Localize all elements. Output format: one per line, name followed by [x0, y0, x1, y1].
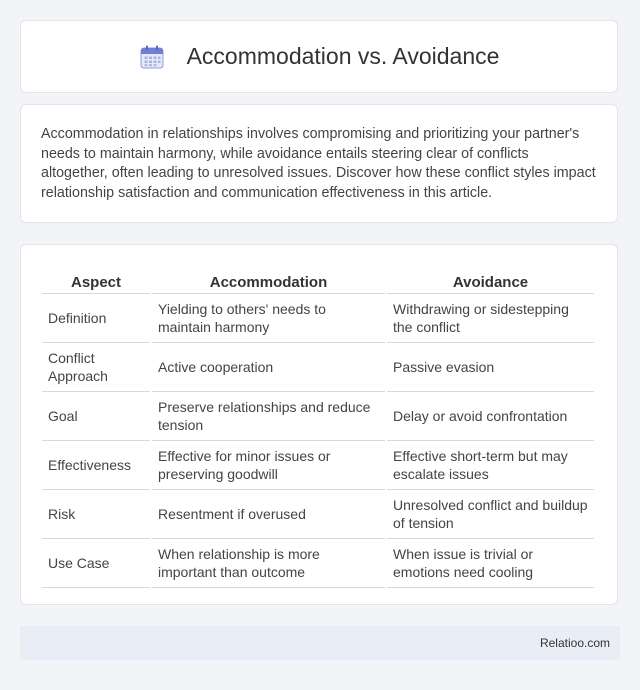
- cell-avoidance: Effective short-term but may escalate issues: [387, 441, 594, 490]
- table-row: [42, 294, 594, 343]
- cell-aspect: Use Case: [42, 539, 150, 588]
- table-row: [42, 490, 594, 539]
- table-row: [42, 343, 594, 392]
- cell-accommodation: Effective for minor issues or preserving goodwill: [152, 441, 385, 490]
- page-title: Accommodation vs. Avoidance: [186, 43, 500, 69]
- header-accommodation: Accommodation: [152, 265, 385, 294]
- cell-accommodation: Yielding to others' needs to maintain harmony: [152, 294, 385, 343]
- cell-accommodation: When relationship is more important than outcome: [152, 539, 385, 588]
- cell-accommodation: Preserve relationships and reduce tension: [152, 392, 385, 441]
- cell-accommodation: Active cooperation: [152, 343, 385, 392]
- cell-accommodation: Resentment if overused: [152, 490, 385, 539]
- table-row: [42, 441, 594, 490]
- header-aspect: Aspect: [42, 265, 150, 294]
- cell-avoidance: Unresolved conflict and buildup of tension: [387, 490, 594, 539]
- cell-avoidance: Passive evasion: [387, 343, 594, 392]
- cell-aspect: Effectiveness: [42, 441, 150, 490]
- cell-avoidance: Delay or avoid confrontation: [387, 392, 594, 441]
- comparison-table: [40, 265, 596, 588]
- title-card: [20, 20, 618, 93]
- cell-avoidance: Withdrawing or sidestepping the conflict: [387, 294, 594, 343]
- intro-text: Accommodation in relationships involves compromising and prioritizing your partner's needs to maintain harmony, while avoidance entails steering clear of conflicts altogether, often leading to unresolved issues. Discover how these conflict styles impact relationship satisfaction and communication effectiveness in this article.: [41, 126, 596, 201]
- cell-aspect: Definition: [42, 294, 150, 343]
- cell-aspect: Conflict Approach: [42, 343, 150, 392]
- table-row: [42, 392, 594, 441]
- table-header-row: [42, 265, 594, 294]
- intro-card: [20, 104, 618, 223]
- cell-aspect: Goal: [42, 392, 150, 441]
- calendar-icon: [139, 44, 165, 70]
- footer-site-name[interactable]: Relatioo.com: [539, 636, 610, 650]
- header-avoidance: Avoidance: [387, 265, 594, 294]
- table-row: [42, 539, 594, 588]
- comparison-table-card: [20, 244, 618, 605]
- footer: [20, 626, 620, 660]
- cell-avoidance: When issue is trivial or emotions need cooling: [387, 539, 594, 588]
- cell-aspect: Risk: [42, 490, 150, 539]
